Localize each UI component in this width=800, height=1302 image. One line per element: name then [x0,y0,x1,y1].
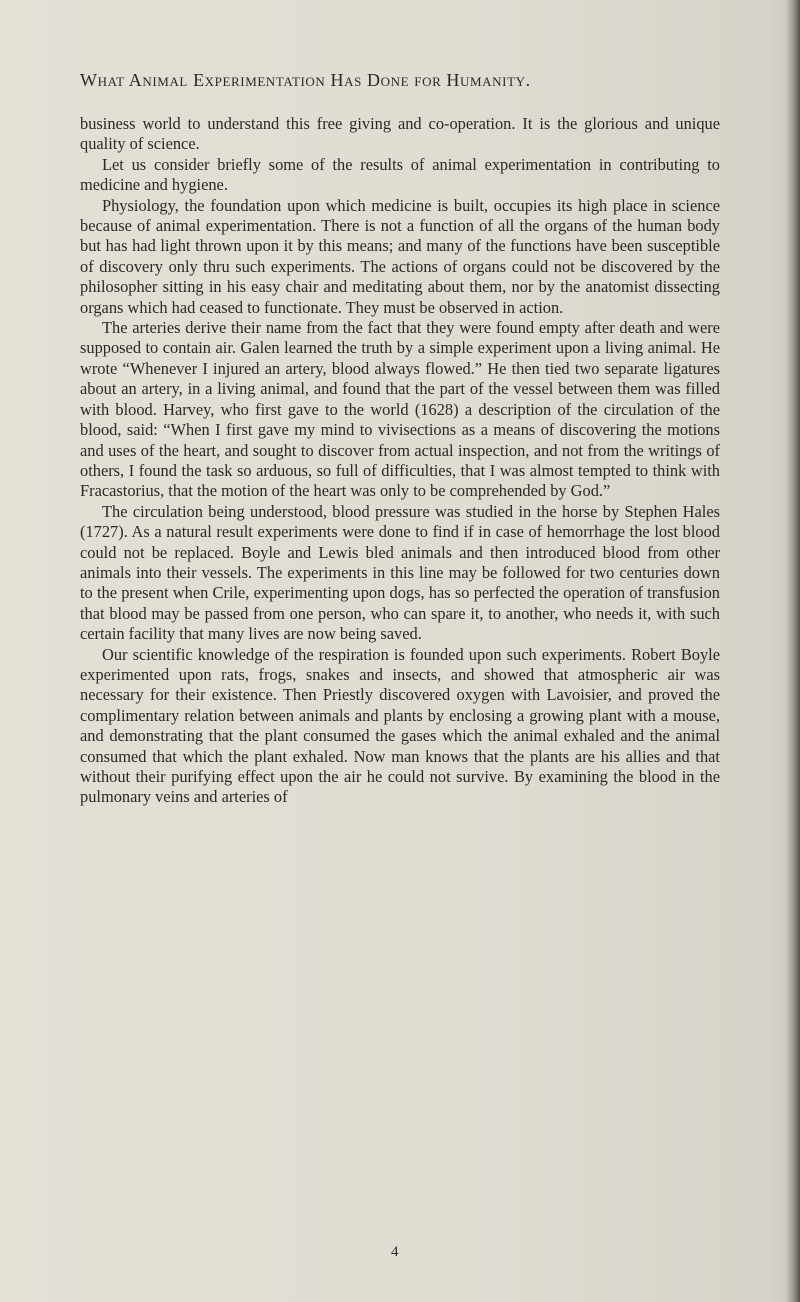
paragraph-2: Let us consider briefly some of the results of animal experimentation in contributing to medicine and hygiene. [80,154,720,195]
paragraph-6: Our scientific knowledge of the respiration is founded upon such experiments. Robert Boyle experimented upon rats, frogs, snakes and insects, and showed that atmospheric air was necessary for their existence. Then Priestly discovered oxygen with Lavoisier, and proved the complimentary relation between animals and plants by enclosing a growing plant with a mouse, and demonstrating that the plant consumed the gases which the animal exhaled and the animal consumed that which the plant exhaled. Now man knows that the plants are his allies and that without their purifying effect upon the air he could not survive. By examining the blood in the pulmonary veins and arteries of [80,644,720,807]
paragraph-3: Physiology, the foundation upon which medicine is built, occupies its high place in science because of animal experimentation. There is not a function of all the organs of the human body but has had light thrown upon it by this means; and many of the functions have been susceptible of discovery only thru such experiments. The actions of organs could not be discovered by the philosopher sitting in his easy chair and meditating about them, nor by the anatomist dissecting organs which had ceased to functionate. They must be observed in action. [80,195,720,317]
paragraph-4: The arteries derive their name from the fact that they were found empty after death and were supposed to contain air. Galen learned the truth by a simple experiment upon a living animal. He wrote “Whenever I injured an artery, blood always flowed.” He then tied two separate ligatures about an artery, in a living animal, and found that the part of the vessel between them was filled with blood. Harvey, who first gave to the world (1628) a description of the circulation of the blood, said: “When I first gave my mind to vivisections as a means of discovering the motions and uses of the heart, and sought to discover from actual inspection, and not from the writings of others, I found the task so arduous, so full of difficulties, that I was almost tempted to think with Fracastorius, that the motion of the heart was only to be comprehended by God.” [80,318,720,501]
paragraph-5: The circulation being understood, blood pressure was studied in the horse by Stephen Hales (1727). As a natural result experiments were done to find if in case of hemorrhage the lost blood could not be replaced. Boyle and Lewis bled animals and then introduced blood from other animals into their vessels. The experiments in this line may be followed for two centuries down to the present when Crile, experimenting upon dogs, has so perfected the operation of transfusion that blood may be passed from one person, who can spare it, to another, who needs it, with such certain facility that many lives are now being saved. [80,501,720,644]
page-number: 4 [391,1244,399,1260]
paragraph-1: business world to understand this free giving and co-operation. It is the glorious and unique quality of science. [80,114,720,154]
page-edge-shadow [786,0,800,1302]
body-text [80,114,720,808]
running-head: What Animal Experimentation Has Done for Humanity. [80,70,531,90]
